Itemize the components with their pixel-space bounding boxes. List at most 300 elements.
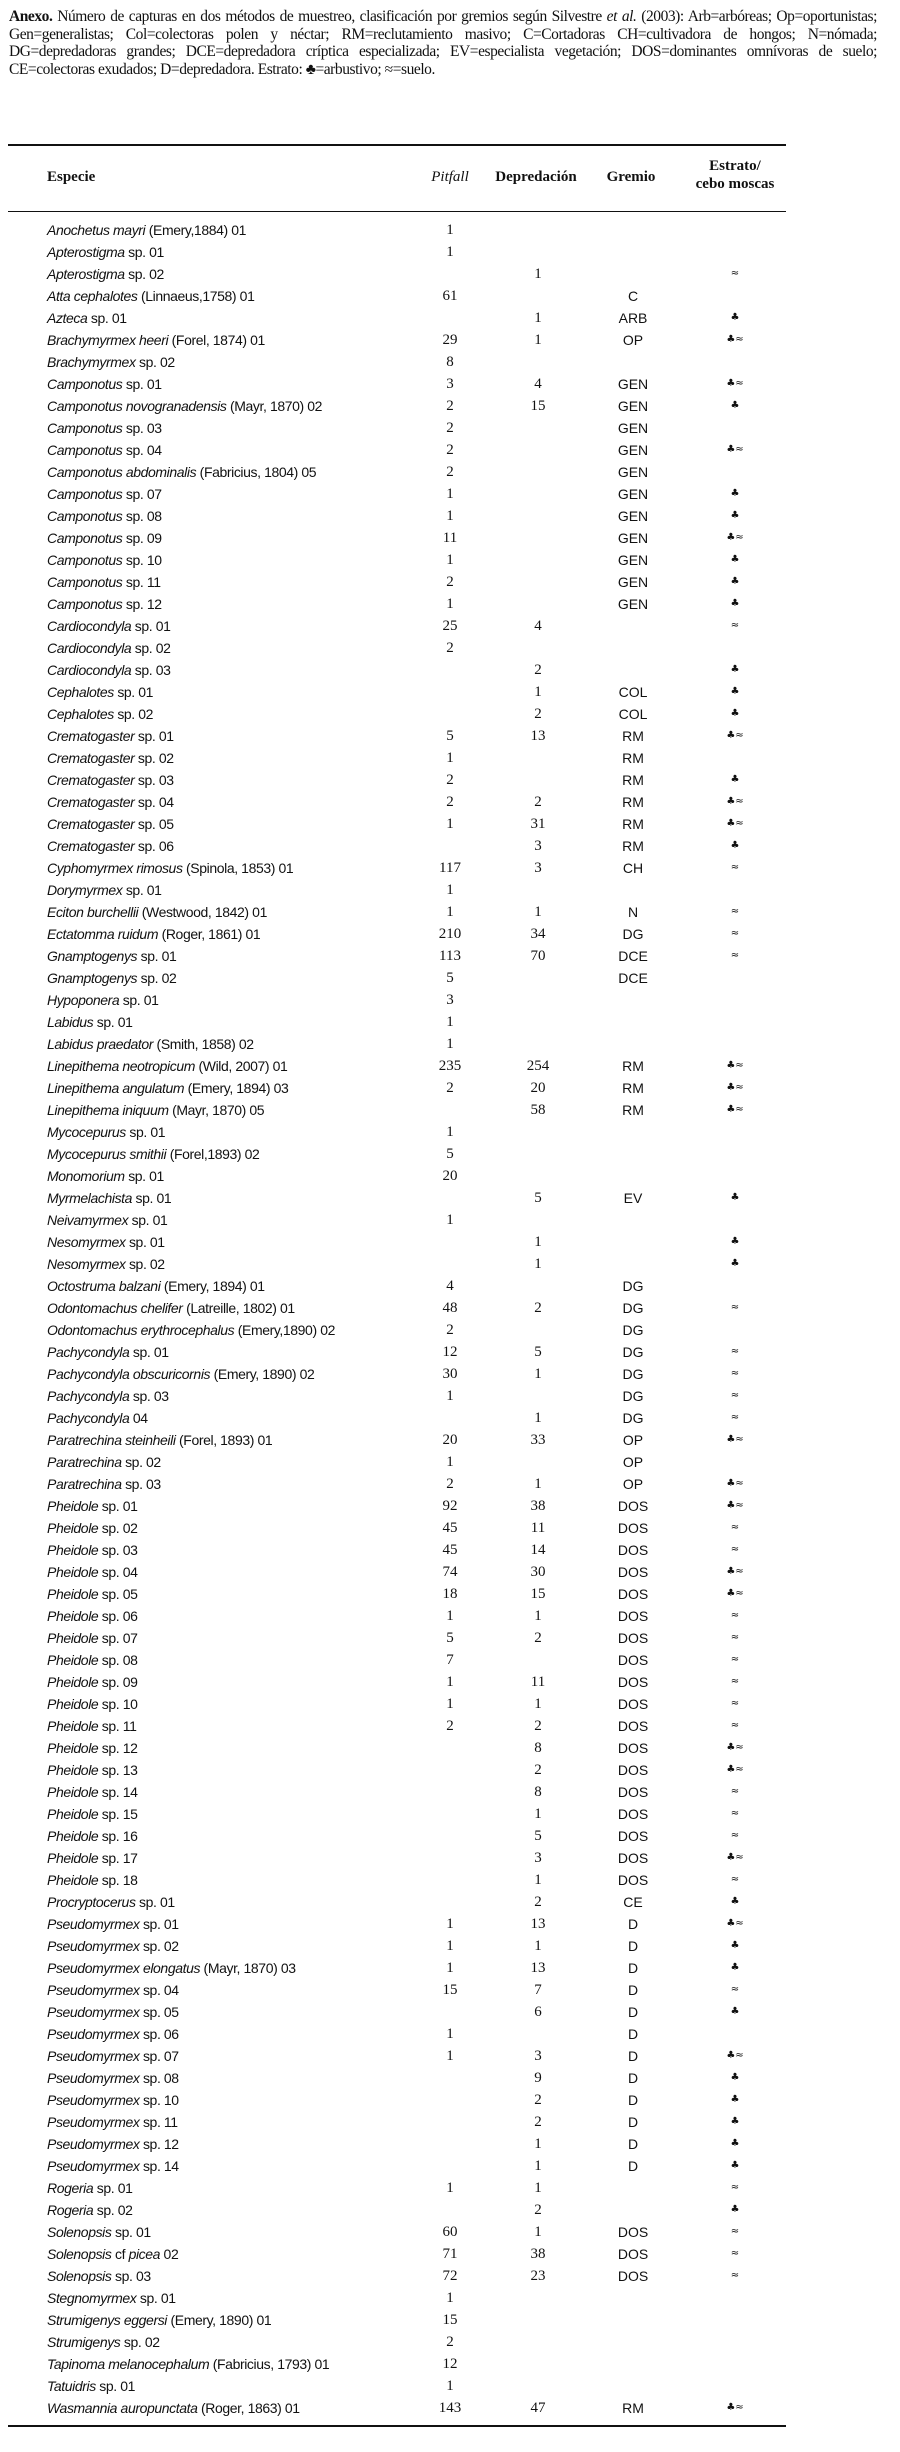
species-rest: sp. 01 (128, 1212, 168, 1228)
species-italic: Linepithema angulatum (47, 1080, 185, 1096)
species-italic: Pseudomyrmex (47, 2070, 140, 2086)
depredacion-count: 2 (534, 794, 542, 810)
species-rest: sp. 05 (139, 2004, 179, 2020)
estrato-value: ♣ (730, 840, 740, 851)
depredacion-count: 3 (534, 860, 542, 876)
species-rest: (Forel,1893) 02 (166, 1146, 260, 1162)
table-row (0, 1231, 800, 1253)
table-row (0, 461, 800, 483)
gremio-value: DG (622, 1300, 644, 1316)
depredacion-count: 47 (530, 2400, 546, 2416)
table-row (0, 1275, 800, 1297)
species-italic: Hypoponera (47, 992, 120, 1008)
species-name (47, 703, 153, 725)
species-italic: Paratrechina steinheili (47, 1432, 176, 1448)
gremio-value: RM (622, 1080, 644, 1096)
table-row (0, 505, 800, 527)
species-italic: Dorymyrmex (47, 882, 123, 898)
species-rest: sp. 04 (122, 442, 162, 458)
species-italic: Camponotus (47, 486, 123, 502)
gremio-value: DOS (617, 1740, 649, 1756)
estrato-value: ≈ (730, 862, 740, 873)
gremio-value: DOS (617, 1586, 649, 1602)
pitfall-count: 20 (442, 1432, 458, 1448)
depredacion-count: 1 (534, 1256, 542, 1272)
species-italic: Labidus praedator (47, 1036, 154, 1052)
pitfall-count: 74 (442, 1564, 458, 1580)
species-rest: sp. 02 (93, 2202, 133, 2218)
species-italic: Pseudomyrmex elongatus (47, 1960, 201, 1976)
species-name (47, 2001, 179, 2023)
species-italic: Crematogaster (47, 838, 135, 854)
species-name (47, 1055, 287, 1077)
table-row (0, 923, 800, 945)
header-pitfall: Pitfall (431, 169, 469, 185)
table-row (0, 571, 800, 593)
header-estrato-line1: Estrato/ (709, 158, 761, 174)
species-italic: Ectatomma ruidum (47, 926, 159, 942)
table-row (0, 1759, 800, 1781)
species-name (47, 989, 159, 1011)
pitfall-count: 1 (446, 244, 454, 260)
estrato-value: ≈ (730, 1632, 740, 1643)
species-rest: sp. 10 (122, 552, 162, 568)
depredacion-count: 7 (534, 1982, 542, 1998)
depredacion-count: 5 (534, 1190, 542, 1206)
depredacion-count: 1 (534, 266, 542, 282)
species-rest: sp. 12 (139, 2136, 179, 2152)
table-row (0, 593, 800, 615)
estrato-value: ♣≈ (726, 1918, 744, 1929)
table-row (0, 901, 800, 923)
pitfall-count: 2 (446, 2334, 454, 2350)
pitfall-count: 235 (438, 1058, 462, 1074)
estrato-value: ≈ (730, 1808, 740, 1819)
table-row (0, 1473, 800, 1495)
table-row (0, 1803, 800, 1825)
gremio-value: DOS (617, 1872, 649, 1888)
depredacion-count: 2 (534, 662, 542, 678)
species-name (47, 307, 127, 329)
species-italic: Crematogaster (47, 816, 135, 832)
pitfall-count: 3 (446, 992, 454, 1008)
species-name (47, 725, 174, 747)
table-row (0, 1561, 800, 1583)
depredacion-count: 254 (526, 1058, 550, 1074)
species-rest: sp. 18 (98, 1872, 138, 1888)
species-rest: sp. 14 (98, 1784, 138, 1800)
pitfall-count: 113 (439, 948, 461, 964)
depredacion-count: 1 (534, 2136, 542, 2152)
depredacion-count: 1 (534, 1410, 542, 1426)
estrato-value: ♣ (730, 1192, 740, 1203)
table-row (0, 1385, 800, 1407)
species-italic: Solenopsis (47, 2268, 112, 2284)
table-row (0, 945, 800, 967)
table-row (0, 2001, 800, 2023)
estrato-value: ♣≈ (726, 1852, 744, 1863)
gremio-value: DOS (617, 1828, 649, 1844)
table-row (0, 1297, 800, 1319)
pitfall-count: 48 (442, 1300, 458, 1316)
species-name (47, 1451, 161, 1473)
species-italic: Pachycondyla obscuricornis (47, 1366, 211, 1382)
estrato-value: ♣≈ (726, 1104, 744, 1115)
table-row (0, 769, 800, 791)
depredacion-count: 58 (530, 1102, 546, 1118)
pitfall-count: 1 (446, 1388, 454, 1404)
species-name (47, 615, 171, 637)
species-rest: sp. 05 (98, 1586, 138, 1602)
species-rest: cf (111, 2246, 129, 2262)
species-rest: sp. 11 (98, 1718, 137, 1734)
species-italic: Labidus (47, 1014, 94, 1030)
table-row (0, 725, 800, 747)
species-name (47, 1099, 264, 1121)
species-rest: sp. 02 (139, 1938, 179, 1954)
species-name (47, 1165, 164, 1187)
table-row (0, 2177, 800, 2199)
table-row (0, 1847, 800, 1869)
species-name (47, 2155, 179, 2177)
depredacion-count: 31 (530, 816, 546, 832)
depredacion-count: 2 (534, 706, 542, 722)
species-rest: sp. 01 (131, 618, 171, 634)
depredacion-count: 1 (534, 1476, 542, 1492)
table-row (0, 1825, 800, 1847)
table-row (0, 659, 800, 681)
gremio-value: D (627, 2092, 639, 2108)
species-italic: Pseudomyrmex (47, 2004, 140, 2020)
species-name (47, 769, 174, 791)
pitfall-count: 1 (446, 1938, 454, 1954)
pitfall-count: 45 (442, 1542, 458, 1558)
pitfall-count: 5 (446, 728, 454, 744)
gremio-value: RM (622, 2400, 644, 2416)
species-rest: sp. 02 (134, 750, 174, 766)
pitfall-count: 2 (446, 574, 454, 590)
species-italic: Pseudomyrmex (47, 2026, 140, 2042)
gremio-value: D (627, 2158, 639, 2174)
pitfall-count: 1 (446, 1916, 454, 1932)
depredacion-count: 15 (530, 398, 546, 414)
estrato-value: ♣ (730, 2094, 740, 2105)
species-name (47, 1627, 138, 1649)
species-name (47, 1891, 175, 1913)
depredacion-count: 3 (534, 838, 542, 854)
pitfall-count: 210 (438, 926, 462, 942)
gremio-value: D (627, 1916, 639, 1932)
species-rest: (Latreille, 1802) 01 (182, 1300, 295, 1316)
depredacion-count: 30 (530, 1564, 546, 1580)
species-name (47, 1495, 138, 1517)
species-italic: Cardiocondyla (47, 618, 132, 634)
species-italic: Cardiocondyla (47, 640, 132, 656)
pitfall-count: 1 (446, 1960, 454, 1976)
species-name (47, 2265, 151, 2287)
depredacion-count: 13 (530, 1960, 546, 1976)
estrato-value: ♣ (730, 576, 740, 587)
species-rest: sp. 01 (124, 1168, 164, 1184)
species-name (47, 2353, 329, 2375)
depredacion-count: 1 (534, 904, 542, 920)
estrato-value: ♣≈ (726, 378, 744, 389)
gremio-value: DOS (617, 2268, 649, 2284)
species-rest: sp. 02 (121, 1454, 161, 1470)
estrato-value: ♣≈ (726, 1588, 744, 1599)
species-rest: (Forel, 1874) 01 (168, 332, 265, 348)
species-italic: Nesomyrmex (47, 1256, 126, 1272)
gremio-value: GEN (617, 552, 649, 568)
species-name (47, 2089, 179, 2111)
depredacion-count: 1 (534, 1366, 542, 1382)
species-name (47, 1913, 179, 1935)
species-italic: Pheidole (47, 1696, 99, 1712)
gremio-value: D (627, 1960, 639, 1976)
table-row (0, 1913, 800, 1935)
species-italic: Strumigenys eggersi (47, 2312, 168, 2328)
estrato-value: ♣≈ (726, 1478, 744, 1489)
table-row (0, 2265, 800, 2287)
species-rest: sp. 06 (98, 1608, 138, 1624)
table-row (0, 791, 800, 813)
table-row (0, 813, 800, 835)
depredacion-count: 2 (534, 1718, 542, 1734)
species-rest: sp. 02 (120, 2334, 160, 2350)
depredacion-count: 1 (534, 1608, 542, 1624)
estrato-value: ≈ (730, 1522, 740, 1533)
table-row (0, 1187, 800, 1209)
pitfall-count: 1 (446, 2290, 454, 2306)
estrato-value: ♣≈ (726, 334, 744, 345)
gremio-value: DCE (618, 948, 648, 964)
species-italic: Gnamptogenys (47, 948, 138, 964)
species-rest: sp. 01 (95, 2378, 136, 2394)
pitfall-count: 2 (446, 1476, 454, 1492)
pitfall-count: 5 (446, 1146, 454, 1162)
gremio-value: DG (622, 926, 644, 942)
species-name (47, 461, 316, 483)
species-rest: (Mayr, 1870) 05 (168, 1102, 265, 1118)
species-rest: sp. 08 (139, 2070, 179, 2086)
table-row (0, 681, 800, 703)
species-rest: sp. 01 (132, 1190, 172, 1206)
species-italic: Camponotus (47, 376, 123, 392)
pitfall-count: 15 (442, 1982, 458, 1998)
species-name (47, 527, 162, 549)
table-row (0, 2287, 800, 2309)
species-rest: sp. 12 (122, 596, 162, 612)
table-row (0, 2375, 800, 2397)
gremio-value: RM (622, 772, 644, 788)
gremio-value: DOS (617, 1784, 649, 1800)
table-row (0, 1341, 800, 1363)
pitfall-count: 1 (446, 816, 454, 832)
species-name (47, 1671, 138, 1693)
pitfall-count: 143 (438, 2400, 462, 2416)
species-rest: sp. 03 (129, 1388, 169, 1404)
pitfall-count: 1 (446, 1608, 454, 1624)
species-italic: Apterostigma (47, 266, 125, 282)
estrato-value: ≈ (730, 1874, 740, 1885)
estrato-value: ♣ (730, 708, 740, 719)
estrato-value: ♣ (730, 1962, 740, 1973)
estrato-value: ≈ (730, 1368, 740, 1379)
table-row (0, 2353, 800, 2375)
table-row (0, 2221, 800, 2243)
gremio-value: C (627, 288, 639, 304)
species-name (47, 1209, 167, 1231)
gremio-value: DG (622, 1344, 644, 1360)
estrato-value: ♣ (730, 598, 740, 609)
estrato-value: ♣ (730, 2204, 740, 2215)
species-name (47, 1561, 138, 1583)
caption-text-2: (2003): Arb=arbóreas; Op=oportunistas; Gen=generalistas; Col=colectoras polen y néctar; RM=reclutamiento masivo; C=Cortadoras CH=cultivadora de hongos; N=nómada; DG=depredadoras grandes; DCE=depredadora críptica especializada; EV=especialista vegetación; DOS=dominantes omnívoras de suelo; CE=colectoras exudados; D=depredadora. Estrato: ♣=arbustivo; ≈=suelo. (9, 8, 877, 78)
estrato-value: ≈ (730, 268, 740, 279)
gremio-value: DOS (617, 1542, 649, 1558)
species-rest: sp. 02 (125, 1256, 165, 1272)
table-row (0, 2089, 800, 2111)
species-rest: sp. 08 (98, 1652, 138, 1668)
gremio-value: RM (622, 794, 644, 810)
species-name (47, 1253, 165, 1275)
species-italic: Camponotus (47, 420, 123, 436)
depredacion-count: 4 (534, 376, 542, 392)
estrato-value: ♣ (730, 2138, 740, 2149)
pitfall-count: 25 (442, 618, 458, 634)
depredacion-count: 1 (534, 1938, 542, 1954)
species-name (47, 1803, 138, 1825)
species-rest: (Fabricius, 1793) 01 (209, 2356, 330, 2372)
depredacion-count: 38 (530, 2246, 546, 2262)
species-name (47, 835, 174, 857)
gremio-value: D (627, 2114, 639, 2130)
species-rest: sp. 01 (98, 1498, 138, 1514)
species-italic: Wasmannia auropunctata (47, 2400, 198, 2416)
species-rest: sp. 04 (139, 1982, 179, 1998)
species-italic: Pheidole (47, 1784, 99, 1800)
depredacion-count: 70 (530, 948, 546, 964)
species-rest: sp. 01 (111, 2224, 151, 2240)
pitfall-count: 1 (446, 222, 454, 238)
species-name (47, 1363, 314, 1385)
species-name (47, 1429, 272, 1451)
species-rest: sp. 01 (124, 244, 164, 260)
species-name (47, 1297, 295, 1319)
table-row (0, 527, 800, 549)
species-name (47, 1781, 138, 1803)
estrato-value: ♣ (730, 2116, 740, 2127)
pitfall-count: 1 (446, 596, 454, 612)
species-rest: sp. 12 (98, 1740, 138, 1756)
pitfall-count: 11 (442, 530, 458, 546)
table-row (0, 1891, 800, 1913)
species-name (47, 571, 161, 593)
gremio-value: GEN (617, 530, 649, 546)
table-row (0, 1869, 800, 1891)
pitfall-count: 2 (446, 772, 454, 788)
species-name (47, 1143, 259, 1165)
species-rest: sp. 01 (119, 992, 159, 1008)
species-name (47, 2309, 271, 2331)
pitfall-count: 1 (446, 2180, 454, 2196)
species-name (47, 681, 153, 703)
species-name (47, 2111, 178, 2133)
table-row (0, 1429, 800, 1451)
estrato-value: ♣ (730, 774, 740, 785)
table-row (0, 1693, 800, 1715)
table-row (0, 439, 800, 461)
species-italic: Eciton burchellii (47, 904, 139, 920)
pitfall-count: 2 (446, 398, 454, 414)
table-row (0, 747, 800, 769)
table-row (0, 2243, 800, 2265)
gremio-value: D (627, 2026, 639, 2042)
gremio-value: RM (622, 750, 644, 766)
species-italic: Pheidole (47, 1498, 99, 1514)
species-name (47, 2397, 300, 2419)
depredacion-count: 15 (530, 1586, 546, 1602)
gremio-value: DCE (618, 970, 648, 986)
species-italic: Camponotus (47, 552, 123, 568)
species-rest: (Mayr, 1870) 03 (200, 1960, 296, 1976)
gremio-value: DG (622, 1388, 644, 1404)
table-row (0, 2309, 800, 2331)
table-row (0, 285, 800, 307)
species-rest: sp. 01 (87, 310, 127, 326)
estrato-value: ♣ (730, 510, 740, 521)
species-rest: sp. 01 (122, 882, 162, 898)
pitfall-count: 3 (446, 376, 454, 392)
species-name (47, 2199, 132, 2221)
depredacion-count: 2 (534, 1762, 542, 1778)
species-rest: sp. 02 (113, 706, 154, 722)
estrato-value: ♣≈ (726, 1082, 744, 1093)
pitfall-count: 1 (446, 1696, 454, 1712)
depredacion-count: 38 (530, 1498, 546, 1514)
species-rest: sp. 01 (125, 1234, 165, 1250)
species-name (47, 2375, 135, 2397)
estrato-value: ≈ (730, 928, 740, 939)
species-italic: Pheidole (47, 1674, 99, 1690)
species-italic: Monomorium (47, 1168, 125, 1184)
species-italic: Pheidole (47, 1872, 99, 1888)
gremio-value: GEN (617, 442, 649, 458)
estrato-value: ♣ (730, 554, 740, 565)
caption-etal: et al. (606, 8, 637, 25)
species-name (47, 2067, 179, 2089)
species-rest: (Emery,1884) 01 (145, 222, 247, 238)
species-name (47, 1957, 296, 1979)
species-rest: sp. 02 (124, 266, 164, 282)
species-rest: sp. 06 (134, 838, 174, 854)
estrato-value: ≈ (730, 2226, 740, 2237)
table-row (0, 879, 800, 901)
pitfall-count: 1 (446, 904, 454, 920)
gremio-value: DOS (617, 1718, 649, 1734)
estrato-value: ♣ (730, 2072, 740, 2083)
pitfall-count: 1 (446, 486, 454, 502)
species-rest: (Emery, 1894) 01 (160, 1278, 265, 1294)
table-row (0, 263, 800, 285)
species-rest: sp. 01 (129, 1344, 169, 1360)
depredacion-count: 3 (534, 1850, 542, 1866)
table-row (0, 219, 800, 241)
gremio-value: ARB (618, 310, 648, 326)
species-name (47, 1385, 169, 1407)
estrato-value: ≈ (730, 1390, 740, 1401)
species-rest: sp. 11 (122, 574, 161, 590)
